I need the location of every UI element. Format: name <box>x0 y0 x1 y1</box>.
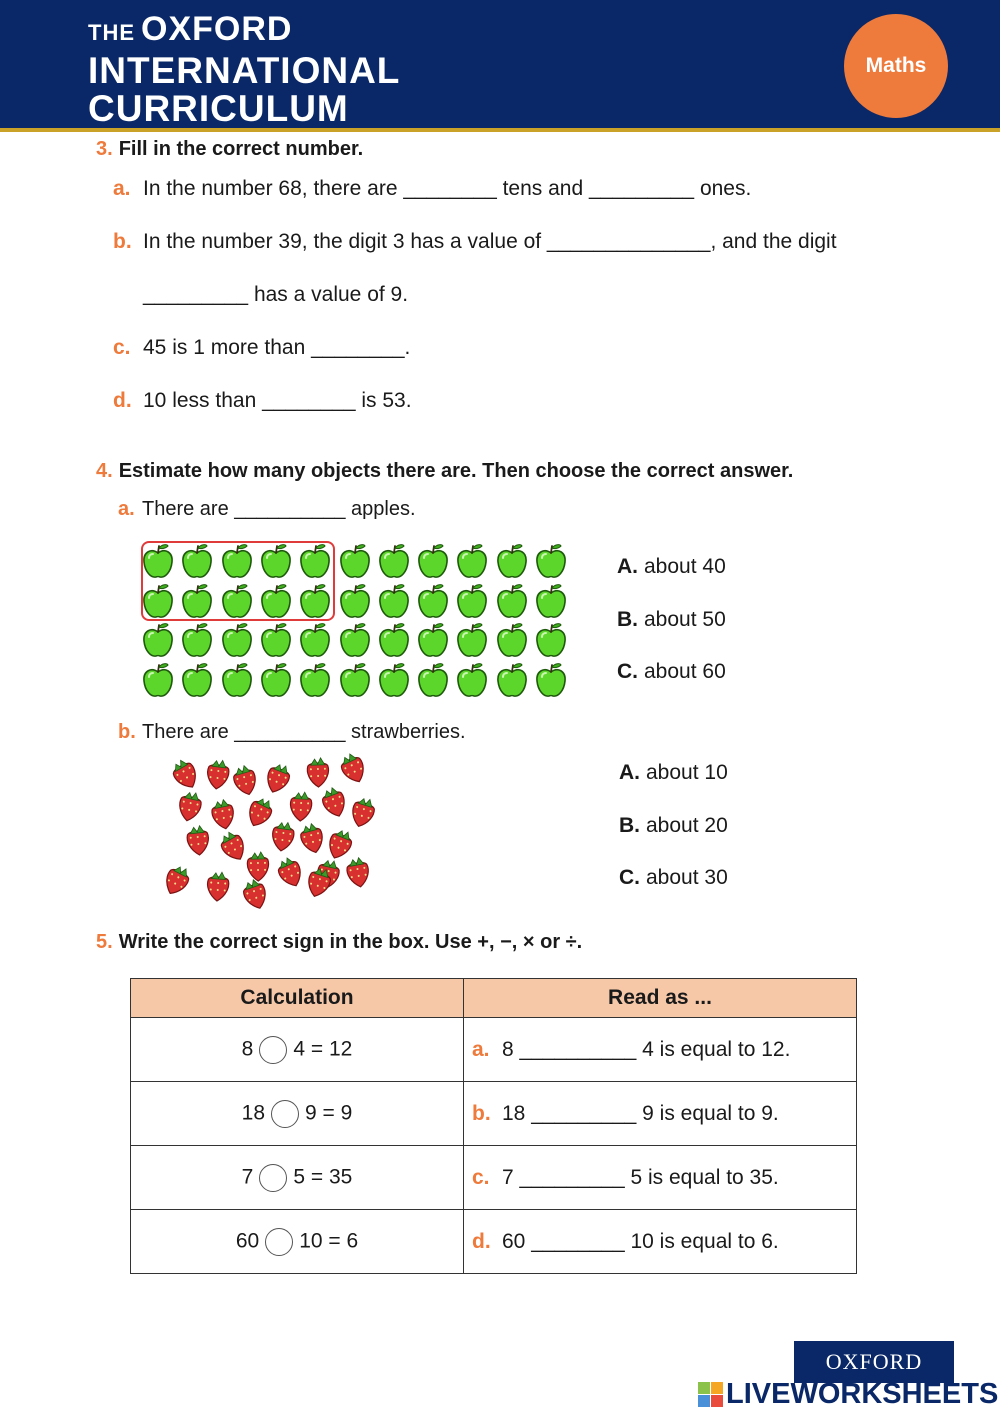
strawberry-icon <box>156 858 198 902</box>
apple-icon <box>220 621 254 659</box>
q3-item-b-text-2: _________ has a value of 9. <box>143 283 409 306</box>
apple-icon <box>455 542 489 580</box>
q4-apples-prompt[interactable] <box>118 498 416 521</box>
strawberry-icon <box>344 791 383 832</box>
q3-item-c-label: c. <box>113 336 131 359</box>
strawberries-option-c[interactable] <box>619 866 728 890</box>
q3-item-a[interactable] <box>113 177 751 201</box>
sign-circle-input[interactable] <box>271 1100 299 1128</box>
apple-icon <box>534 582 568 620</box>
apple-icon <box>495 621 529 659</box>
apple-icon <box>298 661 332 699</box>
brand-the: THE <box>88 20 135 45</box>
apples-option-b-label: B. <box>617 608 638 631</box>
apple-icon <box>338 542 372 580</box>
strawberries-option-a-label: A. <box>619 761 640 784</box>
brand-oxford: OXFORD <box>141 10 293 48</box>
apple-icon <box>416 621 450 659</box>
q3-item-d-label: d. <box>113 389 132 412</box>
strawberry-icon <box>302 754 333 789</box>
strawberry-icon <box>340 853 375 892</box>
apple-icon <box>377 582 411 620</box>
read-as-cell[interactable] <box>464 1146 857 1210</box>
table-row <box>131 1018 857 1082</box>
apple-icon <box>534 542 568 580</box>
sign-circle-input[interactable] <box>259 1036 287 1064</box>
calc-left: 8 <box>241 1037 254 1061</box>
strawberries-option-b-text: about 20 <box>646 814 728 837</box>
strawberry-icon <box>181 822 214 859</box>
q3-item-d-text: 10 less than ________ is 53. <box>143 389 412 412</box>
q3-item-b-continued[interactable] <box>143 283 408 307</box>
calc-left: 60 <box>235 1229 260 1253</box>
apple-icon <box>259 621 293 659</box>
apple-group-highlight <box>141 541 335 621</box>
apple-icon <box>455 582 489 620</box>
sign-circle-input[interactable] <box>259 1164 287 1192</box>
brand-logo <box>88 10 400 128</box>
q4-apples-label: a. <box>118 498 135 520</box>
calculation-cell <box>131 1146 464 1210</box>
q5-heading <box>96 931 582 954</box>
q3-item-b[interactable] <box>113 230 837 254</box>
read-as-text: 8 __________ 4 is equal to 12. <box>502 1037 791 1061</box>
strawberries-option-c-text: about 30 <box>646 866 728 889</box>
oxford-publisher-logo: OXFORD <box>794 1341 954 1383</box>
apple-icon <box>338 621 372 659</box>
subject-badge: Maths <box>844 14 948 118</box>
apples-option-c-label: C. <box>617 660 638 683</box>
q3-number: 3. <box>96 138 113 160</box>
strawberry-icon <box>285 788 317 824</box>
apple-icon <box>455 661 489 699</box>
apple-icon <box>416 542 450 580</box>
calc-right: 9 = 9 <box>305 1101 353 1125</box>
apples-option-a-label: A. <box>617 555 638 578</box>
calculation-cell <box>131 1210 464 1274</box>
calc-right: 5 = 35 <box>293 1165 353 1189</box>
brand-curriculum: CURRICULUM <box>88 88 349 129</box>
q4-heading <box>96 460 793 483</box>
read-as-cell[interactable] <box>464 1018 857 1082</box>
row-label: d. <box>472 1229 491 1253</box>
apple-icon <box>377 661 411 699</box>
calculation-table <box>130 978 857 1274</box>
apple-icon <box>180 621 214 659</box>
header-banner <box>0 0 1000 132</box>
table-row <box>131 1210 857 1274</box>
liveworksheets-text: LIVEWORKSHEETS <box>726 1377 999 1410</box>
liveworksheets-logo[interactable] <box>698 1378 998 1410</box>
strawberries-option-c-label: C. <box>619 866 640 889</box>
apple-icon <box>220 661 254 699</box>
apples-option-b[interactable] <box>617 608 726 632</box>
strawberries-option-a[interactable] <box>619 761 728 785</box>
apple-icon <box>534 661 568 699</box>
q3-item-a-text: In the number 68, there are ________ tens and _________ ones. <box>143 177 752 200</box>
apple-icon <box>180 661 214 699</box>
strawberries-option-b[interactable] <box>619 814 728 838</box>
q3-instruction: Fill in the correct number. <box>118 138 364 160</box>
q4-strawberries-text: There are __________ strawberries. <box>142 721 466 743</box>
apple-icon <box>259 661 293 699</box>
apples-option-b-text: about 50 <box>644 608 726 631</box>
q4-instruction: Estimate how many objects there are. Then choose the correct answer. <box>118 460 794 482</box>
header-read-as: Read as ... <box>464 979 857 1018</box>
sign-circle-input[interactable] <box>265 1228 293 1256</box>
strawberry-icon <box>202 868 234 904</box>
apple-icon <box>338 661 372 699</box>
calc-right: 10 = 6 <box>299 1229 359 1253</box>
q3-item-b-label: b. <box>113 230 132 253</box>
brand-international: INTERNATIONAL <box>88 50 401 91</box>
row-label: b. <box>472 1101 491 1125</box>
read-as-text: 18 _________ 9 is equal to 9. <box>502 1101 779 1125</box>
q3-item-b-text: In the number 39, the digit 3 has a value of ______________, and the digit <box>143 230 837 253</box>
apple-icon <box>495 582 529 620</box>
row-label: a. <box>472 1037 490 1061</box>
calc-left: 18 <box>241 1101 266 1125</box>
apple-icon <box>416 661 450 699</box>
apples-option-c[interactable] <box>617 660 726 684</box>
q4-number: 4. <box>96 460 113 482</box>
q5-instruction: Write the correct sign in the box. Use +, −, × or ÷. <box>118 931 583 953</box>
apple-icon <box>377 621 411 659</box>
q3-item-a-label: a. <box>113 177 131 200</box>
calculation-cell <box>131 1082 464 1146</box>
q5-number: 5. <box>96 931 113 953</box>
strawberries-option-a-text: about 10 <box>646 761 728 784</box>
apple-icon <box>495 661 529 699</box>
calculation-cell <box>131 1018 464 1082</box>
apple-icon <box>298 621 332 659</box>
q4-strawberries-prompt[interactable] <box>118 721 466 744</box>
apples-option-c-text: about 60 <box>644 660 726 683</box>
read-as-cell[interactable] <box>464 1210 857 1274</box>
calc-right: 4 = 12 <box>293 1037 353 1061</box>
apple-icon <box>141 621 175 659</box>
apple-icon <box>455 621 489 659</box>
q4-strawberries-label: b. <box>118 721 136 743</box>
read-as-cell[interactable] <box>464 1082 857 1146</box>
row-label: c. <box>472 1165 490 1189</box>
liveworksheets-icon <box>698 1382 723 1407</box>
q3-item-c[interactable] <box>113 336 410 360</box>
read-as-text: 7 _________ 5 is equal to 35. <box>502 1165 779 1189</box>
q4-apples-text: There are __________ apples. <box>142 498 416 520</box>
apple-icon <box>141 661 175 699</box>
strawberry-icon <box>172 786 208 825</box>
apple-icon <box>377 542 411 580</box>
q3-item-d[interactable] <box>113 389 412 413</box>
table-row <box>131 1082 857 1146</box>
read-as-text: 60 ________ 10 is equal to 6. <box>502 1229 779 1253</box>
apples-option-a-text: about 40 <box>644 555 726 578</box>
apple-icon <box>338 582 372 620</box>
calc-left: 7 <box>241 1165 254 1189</box>
apple-icon <box>534 621 568 659</box>
apples-option-a[interactable] <box>617 555 726 579</box>
apple-icon <box>495 542 529 580</box>
apple-icon <box>416 582 450 620</box>
table-row <box>131 1146 857 1210</box>
header-calculation: Calculation <box>131 979 464 1018</box>
q3-heading <box>96 138 363 161</box>
q3-item-c-text: 45 is 1 more than ________. <box>143 336 411 359</box>
strawberries-option-b-label: B. <box>619 814 640 837</box>
